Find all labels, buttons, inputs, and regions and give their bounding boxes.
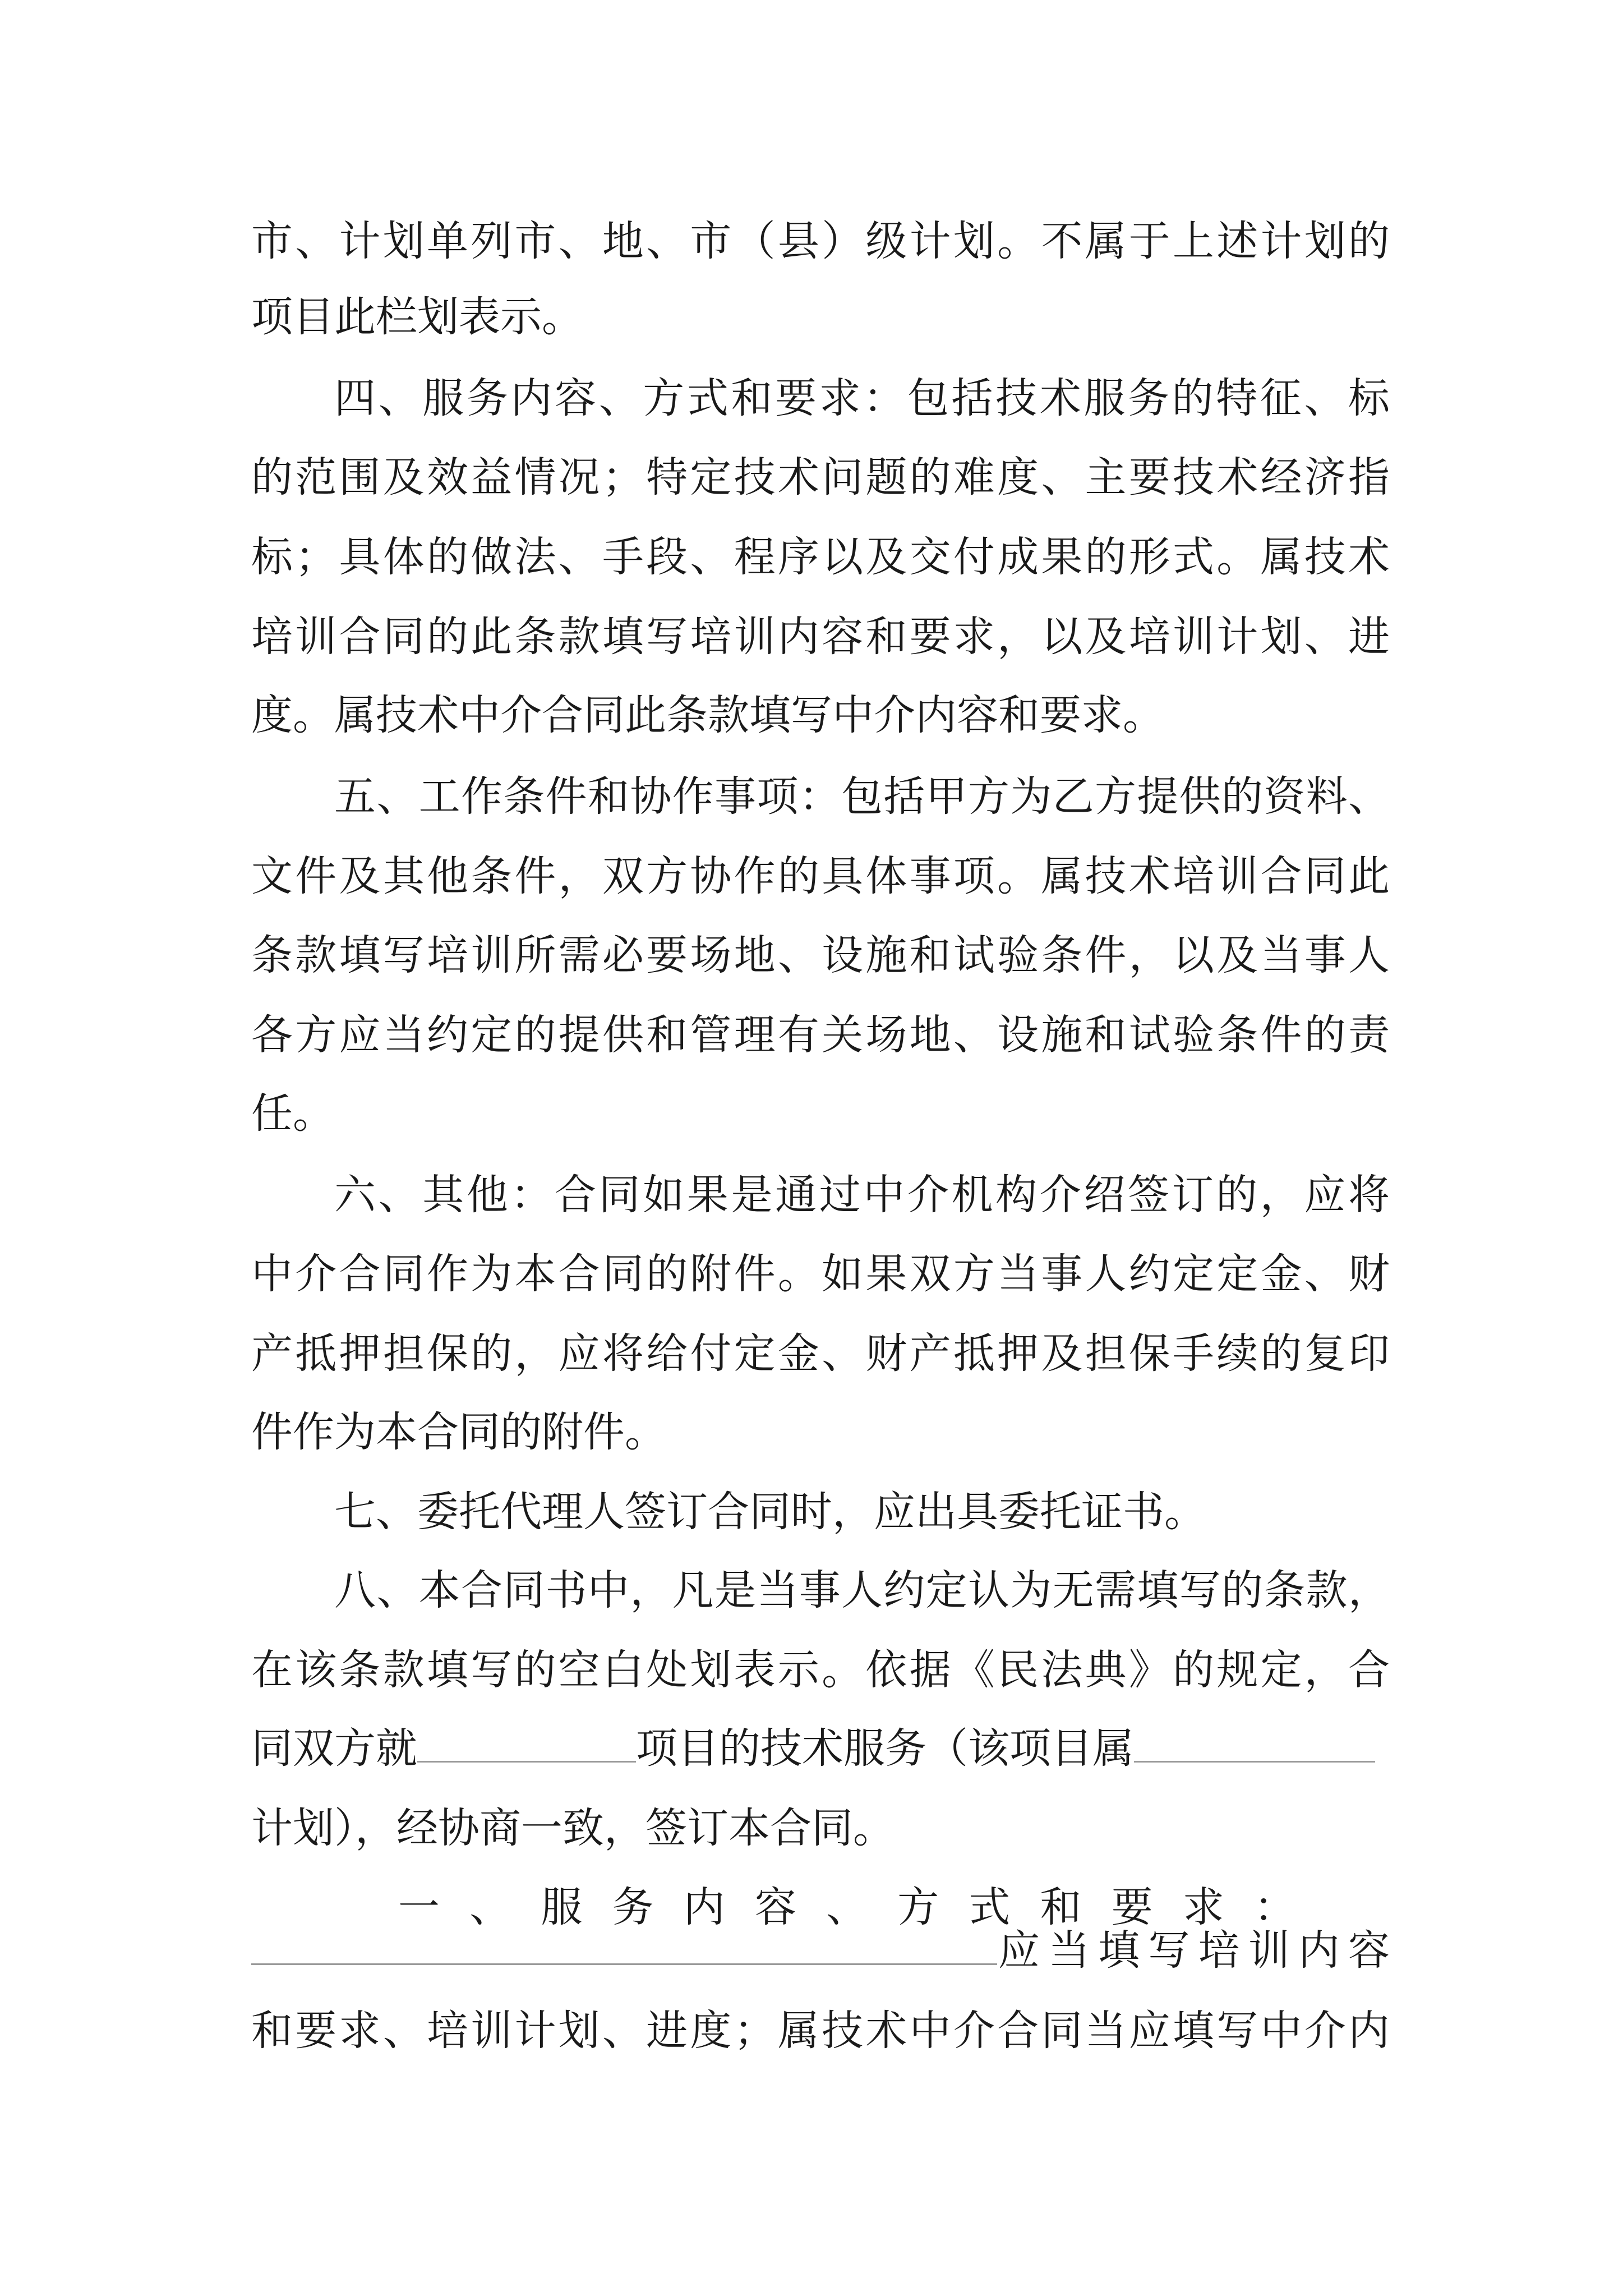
section-six-heading-line: 六、其他：合同如果是通过中介机构介绍签订的，应将	[334, 1171, 1390, 1219]
text-line: 任。	[251, 1089, 334, 1138]
text-line: 件作为本合同的附件。	[251, 1408, 666, 1456]
section-five-heading-line: 五、工作条件和协作事项：包括甲方为乙方提供的资料、	[334, 772, 1390, 821]
text-fragment: 同双方就	[251, 1724, 417, 1773]
clause-one-heading: 一、服务内容、方式和要求：	[398, 1883, 1295, 1931]
text-line: 条款填写培训所需必要场地、设施和试验条件，以及当事人	[251, 931, 1390, 979]
plan-name-blank[interactable]	[1134, 1728, 1375, 1763]
project-name-blank[interactable]	[417, 1728, 636, 1763]
text-line: 和要求、培训计划、进度；属技术中介合同当应填写中介内	[251, 2007, 1390, 2055]
text-line: 项目此栏划表示。	[251, 293, 583, 341]
text-fragment: 应当填写培训内容	[998, 1926, 1390, 1975]
text-line: 产抵押担保的，应将给付定金、财产抵押及担保手续的复印	[251, 1329, 1390, 1378]
project-blank-line	[251, 1706, 1390, 1791]
text-line: 培训合同的此条款填写培训内容和要求，以及培训计划、进	[251, 613, 1390, 661]
text-line: 市、计划单列市、地、市（县）级计划。不属于上述计划的	[251, 217, 1390, 265]
section-seven-line: 七、委托代理人签订合同时，应出具委托证书。	[334, 1488, 1206, 1536]
text-line: 各方应当约定的提供和管理有关场地、设施和试验条件的责	[251, 1011, 1390, 1059]
section-four-heading-line: 四、服务内容、方式和要求：包括技术服务的特征、标	[334, 374, 1390, 422]
text-line: 度。属技术中介合同此条款填写中介内容和要求。	[251, 691, 1164, 739]
text-line: 文件及其他条件，双方协作的具体事项。属技术培训合同此	[251, 852, 1390, 900]
text-line: 计划），经协商一致，签订本合同。	[251, 1804, 895, 1852]
service-content-blank[interactable]	[251, 1963, 997, 1965]
section-eight-heading-line: 八、本合同书中，凡是当事人约定认为无需填写的条款，	[334, 1566, 1390, 1614]
text-fragment: 项目的技术服务（该项目属	[636, 1724, 1134, 1773]
text-line: 中介合同作为本合同的附件。如果双方当事人约定定金、财	[251, 1250, 1390, 1298]
text-line: 的范围及效益情况；特定技术问题的难度、主要技术经济指	[251, 453, 1390, 501]
text-line: 在该条款填写的空白处划表示。依据《民法典》的规定，合	[251, 1646, 1390, 1694]
text-line: 标；具体的做法、手段、程序以及交付成果的形式。属技术	[251, 533, 1390, 581]
